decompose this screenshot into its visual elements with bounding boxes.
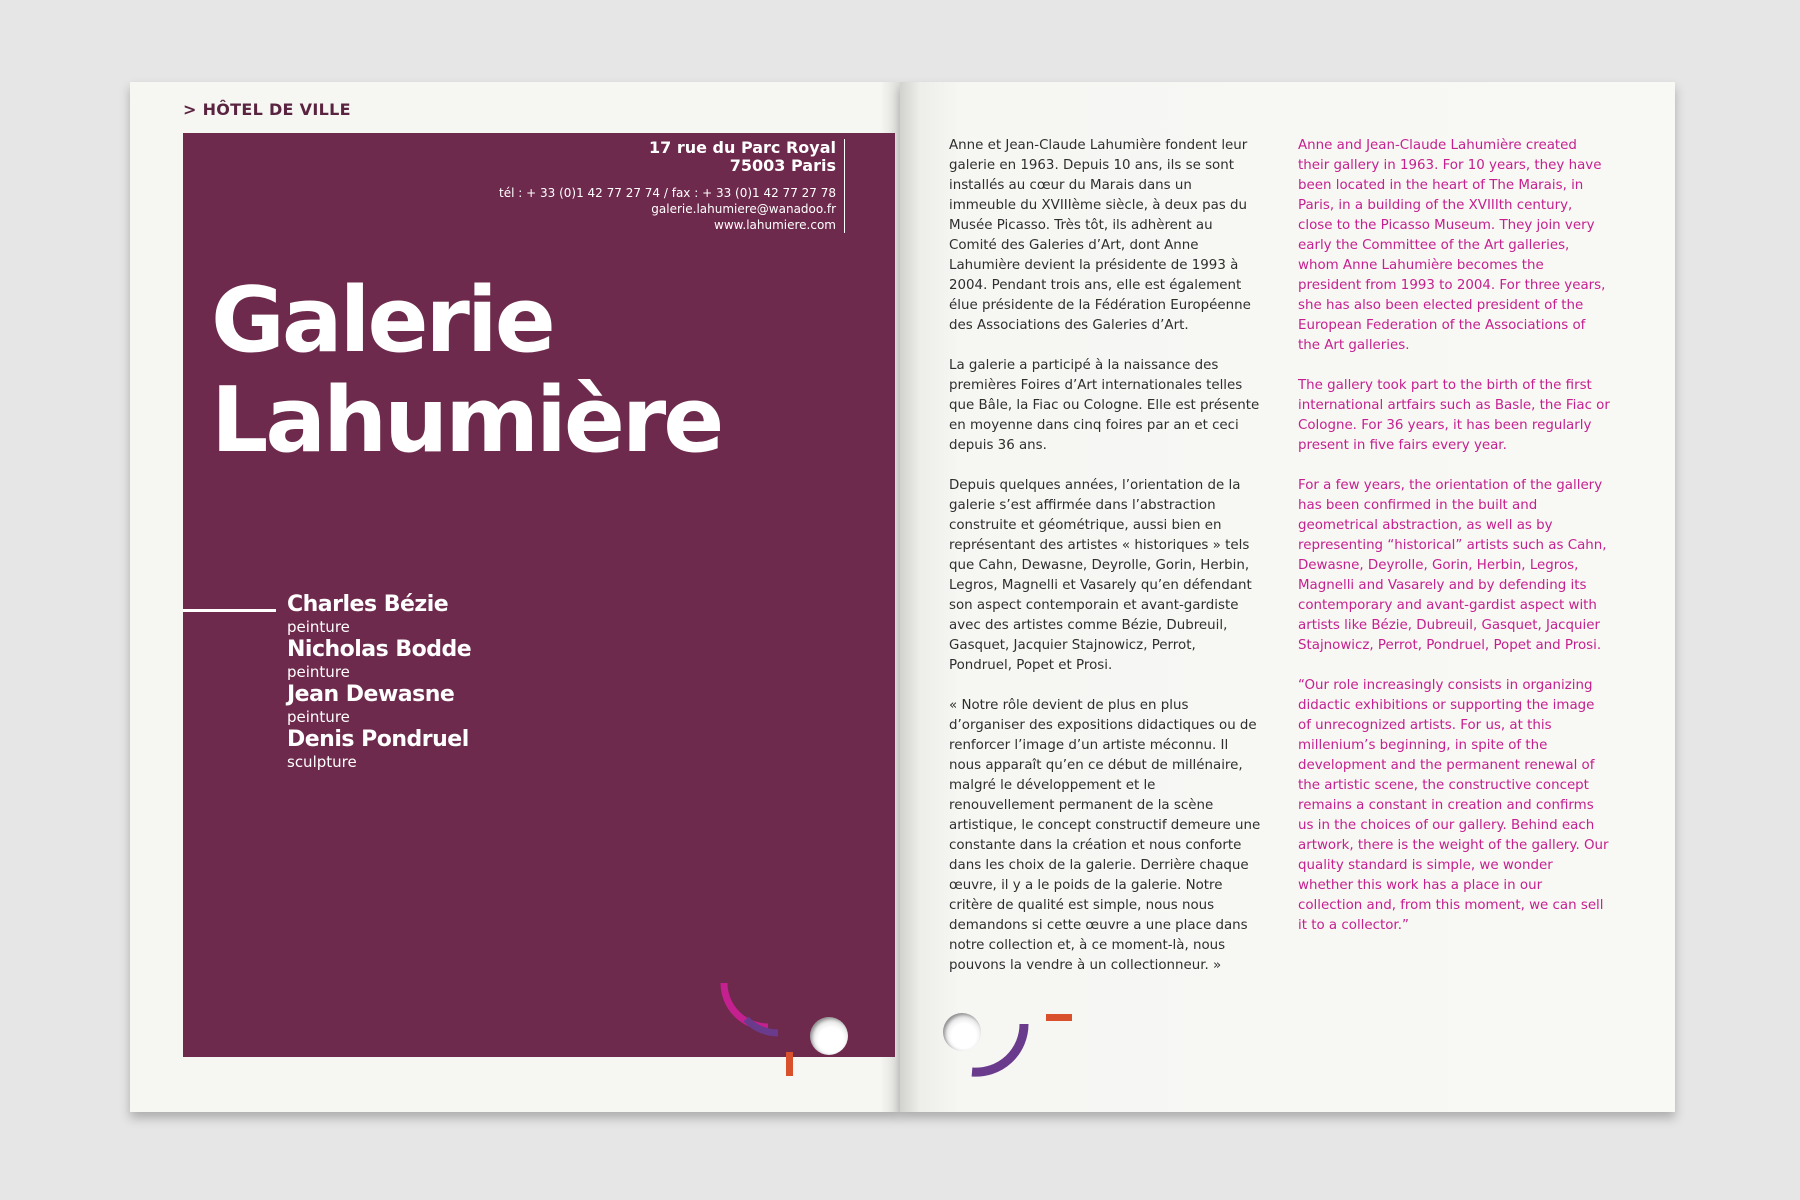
email-address: galerie.lahumiere@wanadoo.fr xyxy=(651,202,836,216)
artist-item xyxy=(287,682,471,727)
english-paragraph: The gallery took part to the birth of the first international artfairs such as Basle, the Fiac or Cologne. For 36 years, it has been regularly present in five fairs every year. xyxy=(1298,378,1610,453)
french-paragraph: La galerie a participé à la naissance des premières Foires d’Art internationales telles que Bâle, la Fiac ou Cologne. Elle est présente en moyenne dans cinq foires par an et ceci depuis 36 ans. xyxy=(949,358,1260,453)
artist-item xyxy=(287,637,471,682)
artist-discipline: peinture xyxy=(287,708,350,726)
french-paragraph: Anne et Jean-Claude Lahumière fondent leur galerie en 1963. Depuis 10 ans, ils se sont installés au cœur du Marais dans un immeuble du XVIIIème siècle, à deux pas du Musée Picasso. Très tôt, ils adhèrent au Comité des Galeries d’Art, dont Anne Lahumière devient la présidente de 1993 à 2004. Pendant trois ans, elle est également élue présidente de la Fédération Européenne des Associations des Galeries d’Art. xyxy=(949,138,1251,333)
artist-name: Charles Bézie xyxy=(287,592,449,617)
artist-name: Nicholas Bodde xyxy=(287,637,472,662)
city-address: 75003 Paris xyxy=(729,156,836,175)
artist-list xyxy=(287,592,471,772)
binding-hole-left xyxy=(810,1017,848,1055)
cover-panel xyxy=(183,133,895,1057)
website: www.lahumiere.com xyxy=(714,218,836,232)
french-text-column xyxy=(949,136,1261,996)
artist-discipline: peinture xyxy=(287,663,350,681)
english-paragraph: For a few years, the orientation of the gallery has been confirmed in the built and geometrical abstraction, as well as by representing “historical” artists such as Cahn, Dewasne, Deyrolle, Gorin, Herbin, Legros, Magnelli and Vasarely and by defending its contemporary and avant-gardist aspect with artists like Bézie, Dubreuil, Gasquet, Jacquier Stajnowicz, Perrot, Pondruel, Popet and Prosi. xyxy=(1298,478,1607,653)
decorative-orange-bar xyxy=(786,1052,793,1076)
artist-name: Denis Pondruel xyxy=(287,727,469,752)
french-paragraph: Depuis quelques années, l’orientation de la galerie s’est affirmée dans l’abstraction construite et géométrique, aussi bien en représentant des artistes « historiques » tels que Cahn, Dewasne, Deyrolle, Gorin, Herbin, Legros, Magnelli et Vasarely qu’en défendant son aspect contemporain et avant-gardiste avec des artistes comme Bézie, Dubreuil, Gasquet, Jacquier Stajnowicz, Perrot, Pondruel, Popet et Prosi. xyxy=(949,478,1252,673)
english-paragraph: “Our role increasingly consists in organizing didactic exhibitions or supporting the image of unrecognized artists. For us, at this millenium’s beginning, in spite of the development and the permanent renewal of the artistic scene, the constructive concept remains a constant in creation and confirms us in the choices of our gallery. Behind each artwork, there is the weight of the gallery. Our quality standard is simple, we wonder whether this work has a place in our collection and, from this moment, we can sell it to a collector.” xyxy=(1298,678,1609,933)
title-line-1: Galerie xyxy=(211,268,553,373)
artist-item xyxy=(287,727,471,772)
binding-hole-right xyxy=(943,1013,981,1051)
english-text-column xyxy=(1298,136,1610,956)
artist-item xyxy=(287,592,471,637)
phone-fax: tél : + 33 (0)1 42 77 27 74 / fax : + 33 (0)1 42 77 27 78 xyxy=(499,186,836,200)
artist-name: Jean Dewasne xyxy=(287,682,455,707)
street-address: 17 rue du Parc Royal xyxy=(648,138,836,157)
english-paragraph: Anne and Jean-Claude Lahumière created their gallery in 1963. For 10 years, they have been located in the heart of The Marais, in Paris, in a building of the XVIIIth century, close to the Picasso Museum. They join very early the Committee of the Art galleries, whom Anne Lahumière becomes the president from 1993 to 2004. For three years, she has also been elected president of the European Federation of the Associations of the Art galleries. xyxy=(1298,138,1606,353)
section-label: > HÔTEL DE VILLE xyxy=(183,100,351,119)
decorative-arc-pink xyxy=(716,975,796,1045)
title-line-2: Lahumière xyxy=(211,368,722,473)
contact-block xyxy=(496,139,845,233)
gallery-title xyxy=(211,268,722,473)
artist-rule xyxy=(183,609,276,612)
decorative-orange-dash xyxy=(1046,1014,1072,1021)
artist-discipline: sculpture xyxy=(287,753,357,771)
french-paragraph: « Notre rôle devient de plus en plus d’organiser des expositions didactiques ou de renforcer l’image d’un artiste méconnu. Il nous apparaît qu’en ce début de millénaire, malgré le développement et le renouvellement permanent de la scène artistique, le concept constructif demeure une constante dans la création et nous conforte dans les choix de la galerie. Derrière chaque œuvre, il y a le poids de la galerie. Notre critère de qualité est simple, nous nous demandons si cette œuvre a une place dans notre collection et, à ce moment-là, nous pouvons la vendre à un collectionneur. » xyxy=(949,698,1261,973)
artist-discipline: peinture xyxy=(287,618,350,636)
